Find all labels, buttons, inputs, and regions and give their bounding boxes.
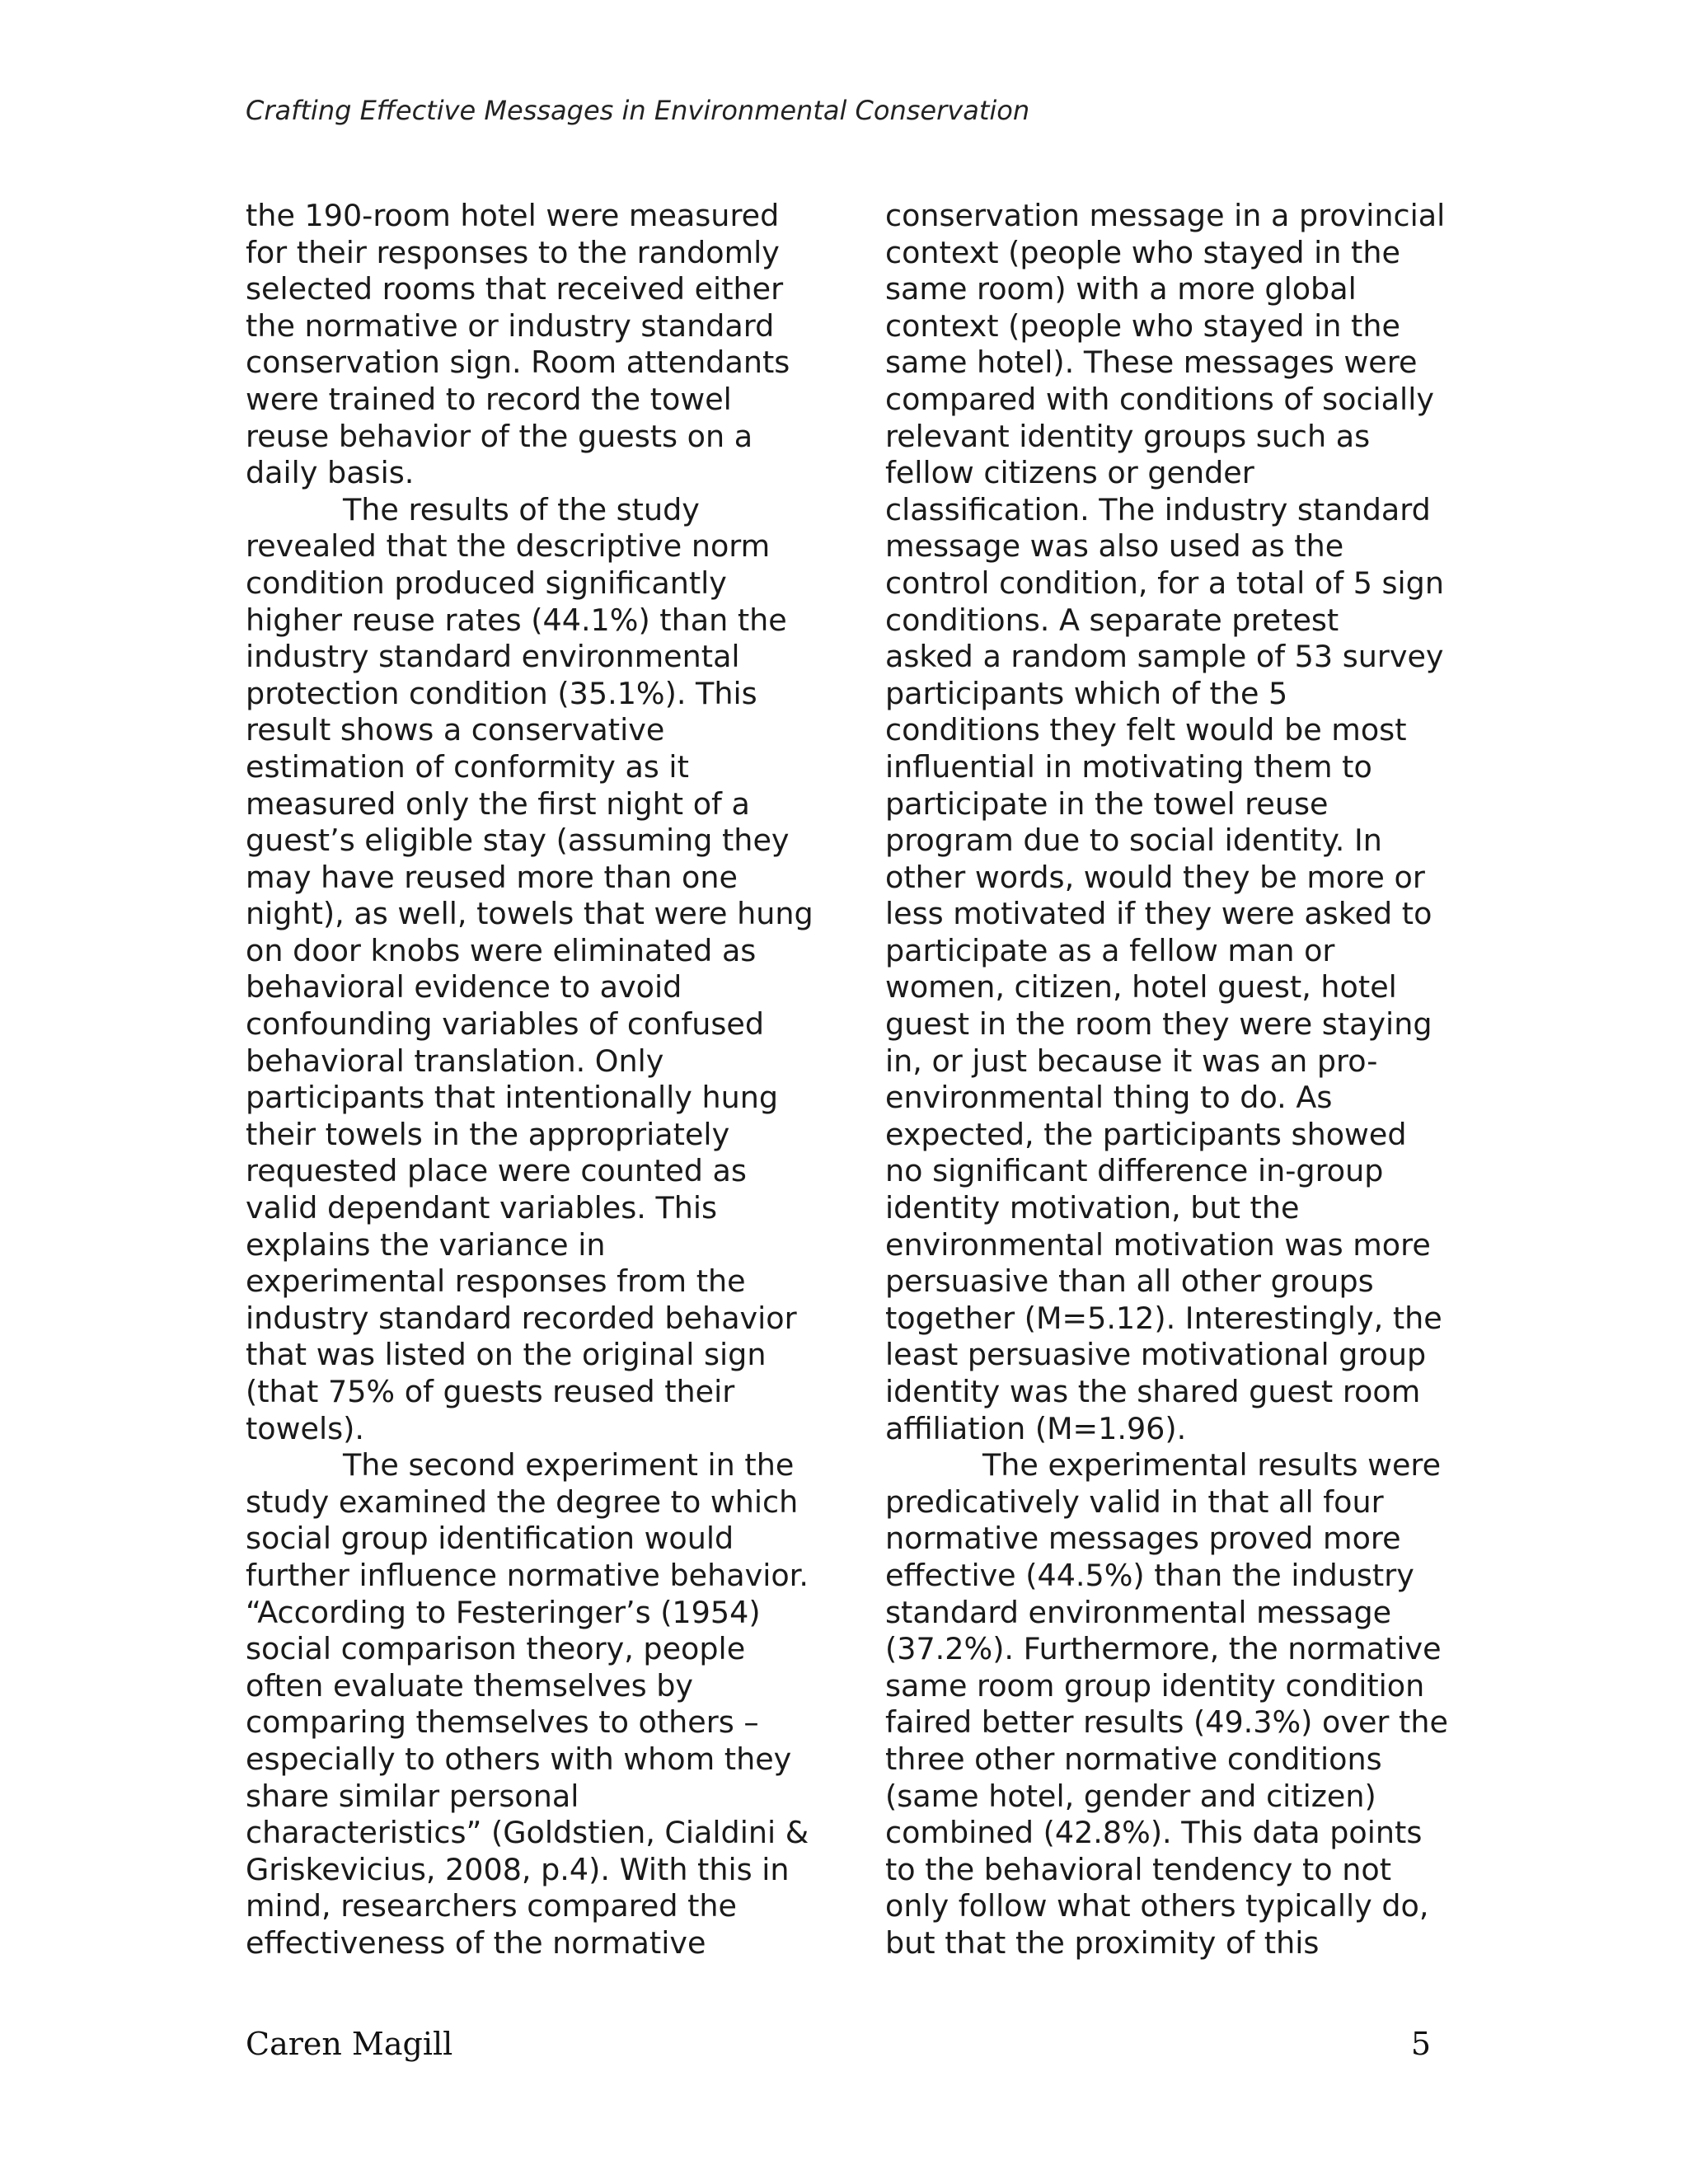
- text-line: measured only the first night of a: [246, 785, 750, 822]
- footer-author: Caren Magill: [246, 2026, 453, 2062]
- text-line: together (M=5.12). Interestingly, the: [885, 1300, 1442, 1336]
- text-line: industry standard environmental: [246, 639, 740, 675]
- text-line: persuasive than all other groups: [885, 1263, 1374, 1300]
- text-line: study examined the degree to which: [246, 1483, 799, 1520]
- text-line: characteristics” (Goldstien, Cialdini &: [246, 1815, 809, 1851]
- text-line: “According to Festeringer’s (1954): [246, 1594, 761, 1630]
- text-line: least persuasive motivational group: [885, 1337, 1427, 1373]
- text-line: mind, researchers compared the: [246, 1888, 738, 1924]
- text-line: valid dependant variables. This: [246, 1190, 718, 1226]
- running-header-title: Crafting Effective Messages in Environmental Conservation: [246, 95, 1030, 126]
- text-column-left: [246, 198, 814, 1962]
- text-line: industry standard recorded behavior: [246, 1300, 797, 1336]
- text-line: comparing themselves to others –: [246, 1704, 759, 1741]
- text-line: the normative or industry standard: [246, 307, 775, 344]
- text-line: behavioral evidence to avoid: [246, 969, 682, 1005]
- text-line: conditions they felt would be most: [885, 712, 1407, 748]
- text-line: in, or just because it was an pro-: [885, 1043, 1378, 1079]
- text-line: The second experiment in the: [343, 1447, 795, 1483]
- text-line: participants that intentionally hung: [246, 1080, 779, 1116]
- text-line: result shows a conservative: [246, 712, 665, 748]
- text-line: faired better results (49.3%) over the: [885, 1704, 1448, 1741]
- text-line: their towels in the appropriately: [246, 1116, 730, 1152]
- text-line: explains the variance in: [246, 1226, 606, 1263]
- text-line: condition produced significantly: [246, 565, 727, 601]
- text-line: (37.2%). Furthermore, the normative: [885, 1631, 1442, 1667]
- text-line: influential in motivating them to: [885, 748, 1372, 785]
- text-line: three other normative conditions: [885, 1741, 1382, 1777]
- text-line: other words, would they be more or: [885, 859, 1425, 895]
- text-line: (same hotel, gender and citizen): [885, 1778, 1376, 1814]
- text-line: revealed that the descriptive norm: [246, 528, 771, 565]
- text-line: Griskevicius, 2008, p.4). With this in: [246, 1851, 790, 1887]
- text-line: context (people who stayed in the: [885, 234, 1400, 270]
- text-line: The results of the study: [343, 491, 700, 527]
- text-line: standard environmental message: [885, 1594, 1392, 1630]
- text-line: control condition, for a total of 5 sign: [885, 565, 1444, 601]
- text-line: same room group identity condition: [885, 1667, 1425, 1704]
- text-line: identity motivation, but the: [885, 1190, 1300, 1226]
- page-number: 5: [1410, 2026, 1431, 2062]
- text-line: asked a random sample of 53 survey: [885, 639, 1444, 675]
- text-line: guest’s eligible stay (assuming they: [246, 823, 790, 859]
- text-line: environmental motivation was more: [885, 1226, 1431, 1263]
- text-line: to the behavioral tendency to not: [885, 1851, 1392, 1887]
- text-line: often evaluate themselves by: [246, 1667, 693, 1704]
- text-line: participate in the towel reuse: [885, 785, 1329, 822]
- text-line: for their responses to the randomly: [246, 234, 780, 270]
- text-line: classification. The industry standard: [885, 491, 1431, 527]
- text-line: combined (42.8%). This data points: [885, 1815, 1423, 1851]
- text-line: the 190-room hotel were measured: [246, 198, 780, 233]
- text-line: normative messages proved more: [885, 1521, 1401, 1557]
- text-line: share similar personal: [246, 1778, 579, 1814]
- text-line: (that 75% of guests reused their: [246, 1374, 735, 1409]
- text-line: identity was the shared guest room: [885, 1374, 1421, 1409]
- text-line: environmental thing to do. As: [885, 1080, 1333, 1116]
- text-line: relevant identity groups such as: [885, 418, 1371, 454]
- text-line: women, citizen, hotel guest, hotel: [885, 969, 1397, 1005]
- text-line: conservation sign. Room attendants: [246, 344, 790, 381]
- text-line: selected rooms that received either: [246, 271, 784, 307]
- text-column-right: [885, 198, 1448, 1962]
- text-line: were trained to record the towel: [246, 381, 732, 417]
- text-line: but that the proximity of this: [885, 1924, 1320, 1961]
- text-line: on door knobs were eliminated as: [246, 932, 757, 968]
- text-line: conditions. A separate pretest: [885, 602, 1339, 638]
- text-line: especially to others with whom they: [246, 1741, 792, 1777]
- text-line: requested place were counted as: [246, 1153, 747, 1189]
- text-line: effectiveness of the normative: [246, 1924, 706, 1961]
- text-line: no significant difference in-group: [885, 1153, 1384, 1189]
- text-line: higher reuse rates (44.1%) than the: [246, 602, 787, 638]
- text-line: may have reused more than one: [246, 859, 738, 895]
- text-line: confounding variables of confused: [246, 1006, 765, 1043]
- text-line: protection condition (35.1%). This: [246, 675, 757, 711]
- text-line: same hotel). These messages were: [885, 344, 1418, 381]
- text-line: less motivated if they were asked to: [885, 896, 1432, 932]
- text-line: daily basis.: [246, 455, 415, 491]
- text-line: predicatively valid in that all four: [885, 1483, 1384, 1520]
- text-line: The experimental results were: [982, 1447, 1442, 1483]
- text-line: only follow what others typically do,: [885, 1888, 1429, 1924]
- text-line: social comparison theory, people: [246, 1631, 746, 1667]
- text-line: behavioral translation. Only: [246, 1043, 664, 1079]
- text-line: compared with conditions of socially: [885, 381, 1434, 417]
- text-line: night), as well, towels that were hung: [246, 896, 814, 932]
- text-line: social group identification would: [246, 1521, 734, 1557]
- text-line: effective (44.5%) than the industry: [885, 1557, 1414, 1593]
- text-line: conservation message in a provincial: [885, 198, 1446, 233]
- text-line: program due to social identity. In: [885, 823, 1382, 859]
- text-line: towels).: [246, 1410, 364, 1446]
- text-line: reuse behavior of the guests on a: [246, 418, 753, 454]
- text-line: further influence normative behavior.: [246, 1557, 809, 1593]
- text-line: same room) with a more global: [885, 271, 1357, 307]
- text-line: guest in the room they were staying: [885, 1006, 1432, 1043]
- text-line: estimation of conformity as it: [246, 748, 689, 785]
- text-line: expected, the participants showed: [885, 1116, 1407, 1152]
- text-line: affiliation (M=1.96).: [885, 1410, 1187, 1446]
- text-line: participate as a fellow man or: [885, 932, 1335, 968]
- text-line: participants which of the 5: [885, 675, 1288, 711]
- text-line: context (people who stayed in the: [885, 307, 1400, 344]
- text-line: fellow citizens or gender: [885, 455, 1254, 491]
- text-line: that was listed on the original sign: [246, 1337, 767, 1373]
- text-line: experimental responses from the: [246, 1263, 746, 1300]
- text-line: message was also used as the: [885, 528, 1344, 565]
